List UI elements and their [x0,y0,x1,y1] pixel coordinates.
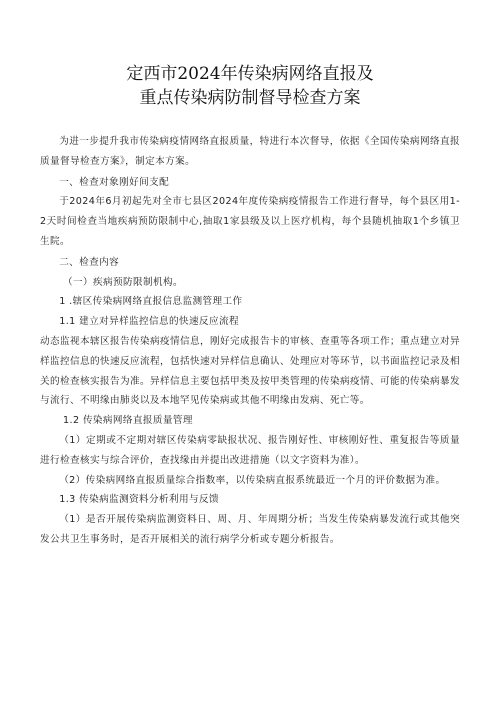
item-1-1-paragraph: 动态监视本辖区报告传染病疫情信息，刚好完成报告卡的审核、查重等各项工作；重点建立对异样监控信息的快速反应流程，包括快速对异样信息确认、处理应对等环节，以书面监控记录及相关的检查核实报告为准。异样信息主要包括甲类及按甲类管理的传染病疫情、可能的传染病暴发与流行、不明缘由肺炎以及本地罕见传染病或其他不明缘由发病、死亡等。 [40,335,460,407]
document-title [40,62,460,110]
item-1-3-heading: 1.3 传染病监测资料分析利用与反馈 [59,494,220,506]
item-1-3-paragraph-1: （1）是否开展传染病监测资料日、周、月、年周期分析；当发生传染病暴发流行或其他突发公共卫生事务时，是否开展相关的流行病学分析或专题分析报告。 [40,514,460,545]
section-1-heading: 一、检查对象刚好间支配 [59,176,170,188]
intro-paragraph: 为进一步提升我市传染病疫情网络直报质量，特进行本次督导，依据《全国传染病网络直报质量督导检查方案》，制定本方案。 [40,136,460,167]
section-2-heading: 二、检查内容 [59,256,120,268]
item-1-2-paragraph-1: （1）定期或不定期对辖区传染病零缺报状况、报告刚好性、审核刚好性、重复报告等质量进行检查核实与综合评价，查找缘由并提出改进措施（以文字资料为准）。 [40,434,460,466]
title-line-1: 定西市2024年传染病网络直报及 [126,64,374,84]
item-1-1-heading: 1.1 建立对异样监控信息的快速反应流程 [59,316,239,328]
title-line-2: 重点传染病防制督导检查方案 [139,88,361,108]
item-1-heading: 1 .辖区传染病网络直报信息监测管理工作 [59,296,243,308]
item-1-2-heading: 1.2 传染病网络直报质量管理 [63,415,193,427]
item-1-2-paragraph-2: （2）传染病网络直报质量综合指数率，以传染病直报系统最近一个月的评价数据为准。 [59,474,446,486]
subsection-1-heading: （一）疾病预防限制机构。 [63,276,183,288]
section-1-paragraph: 于2024年6月初起先对全市七县区2024年度传染病疫情报告工作进行督导，每个县区用1-2天时间检查当地疾病预防限制中心,抽取1家县级及以上医疗机构，每个县随机抽取1个乡镇卫生院。 [40,196,460,247]
